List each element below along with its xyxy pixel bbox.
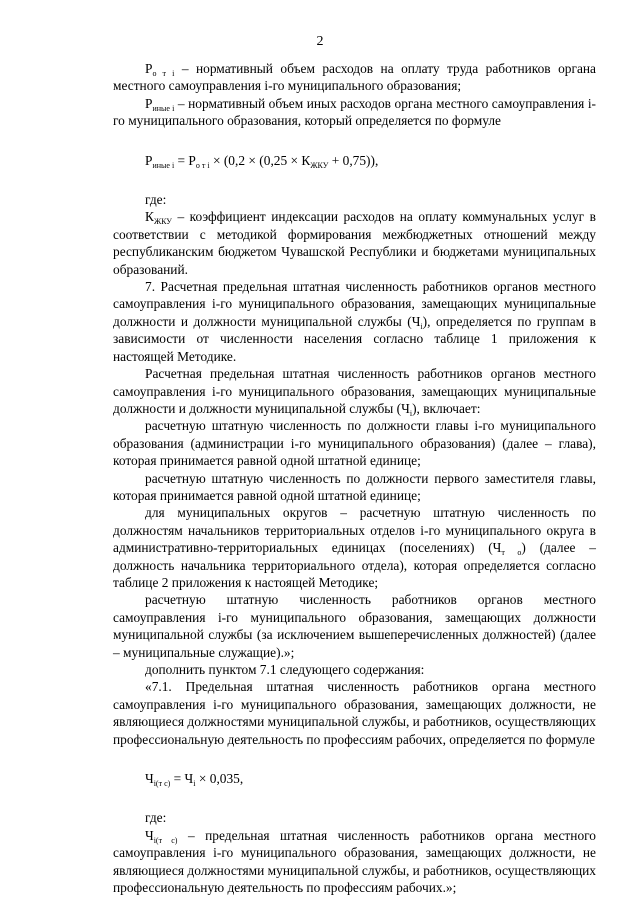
paragraph-servants: расчетную штатную численность работников органов местного самоуправления i-го муниципального образования, замещающих должности муниципальной службы (за исключением вышеперечисленных должностей) (далее – муниципальные служащие).»; bbox=[113, 592, 596, 660]
paragraph-rot: $Р_{о т i}$ – нормативный объем расходов на оплату труда работников органа местного самоуправления i-го муниципального образования; bbox=[113, 61, 596, 94]
paragraph-deputy: расчетную штатную численность по должности первого заместителя главы, которая принимается равной одной штатной единице; bbox=[113, 470, 596, 503]
paragraph-supplement: дополнить пунктом 7.1 следующего содержания: bbox=[145, 662, 425, 677]
page-number: 2 bbox=[316, 34, 324, 49]
formula-rinye: $Р_{иные i} = Р_{о т i} \times (0,2 \times (0,25 \times К_{ЖКУ} + 0,75))$, bbox=[145, 152, 379, 170]
paragraph-chi: $Ч_{i(т с)}$ – предельная штатная численность работников органа местного самоуправления i-го муниципального образования, замещающих должности, не являющиеся должностями муниципальной службы, и работников, осуществляющих профессиональную деятельность по профессиям рабочих.»; bbox=[113, 827, 596, 896]
paragraph-kzhku: $К_{ЖКУ}$ – коэффициент индексации расходов на оплату коммунальных услуг в соответствии с методикой формирования межбюджетных отношений между республиканским бюджетом Чувашской Республики и бюджетами муниципальных образований. bbox=[113, 209, 596, 277]
formula-chi: $Ч_{i(т с)} = Ч_i \times 0,035$, bbox=[145, 771, 244, 789]
where-label-2: где: bbox=[145, 810, 167, 826]
paragraph-7: 7. Расчетная предельная штатная численность работников органов местного самоуправления i-го муниципального образования, замещающих муниципальные должности и должности муниципальной службы $(Ч_i)$, определяется по группам в зависимости от численности населения согласно таблице 1 приложения к настоящей Методике. bbox=[113, 279, 596, 364]
where-label-1: где: bbox=[145, 192, 167, 208]
document-body bbox=[113, 60, 596, 896]
paragraph-okrug: для муниципальных округов – расчетную штатную численность по должностям начальников территориальных отделов i-го муниципального округа в административно-территориальных единицах (поселениях) $(Ч_{т о})$ (далее – должность начальника территориального отдела), которая определяется согласно таблице 2 приложения к настоящей Методике; bbox=[113, 505, 596, 590]
paragraph-head: расчетную штатную численность по должности главы i-го муниципального образования (администрации i-го муниципального образования) (далее – глава), которая принимается равной одной штатной единице; bbox=[113, 418, 596, 469]
paragraph-rinye: $Р_{иные i}$ – нормативный объем иных расходов органа местного самоуправления i-го муниципального образования, который определяется по формуле bbox=[113, 95, 596, 129]
paragraph-calc: Расчетная предельная штатная численность работников органов местного самоуправления i-го муниципального образования, замещающих муниципальные должности и должности муниципальной службы $(Ч_i)$, включает: bbox=[113, 366, 596, 418]
paragraph-7-1: «7.1. Предельная штатная численность работников органа местного самоуправления i-го муниципального образования, замещающих должности, не являющиеся должностями муниципальной службы, и работников, осуществляющих профессиональную деятельность по профессиям рабочих, определяется по формуле bbox=[113, 679, 596, 747]
